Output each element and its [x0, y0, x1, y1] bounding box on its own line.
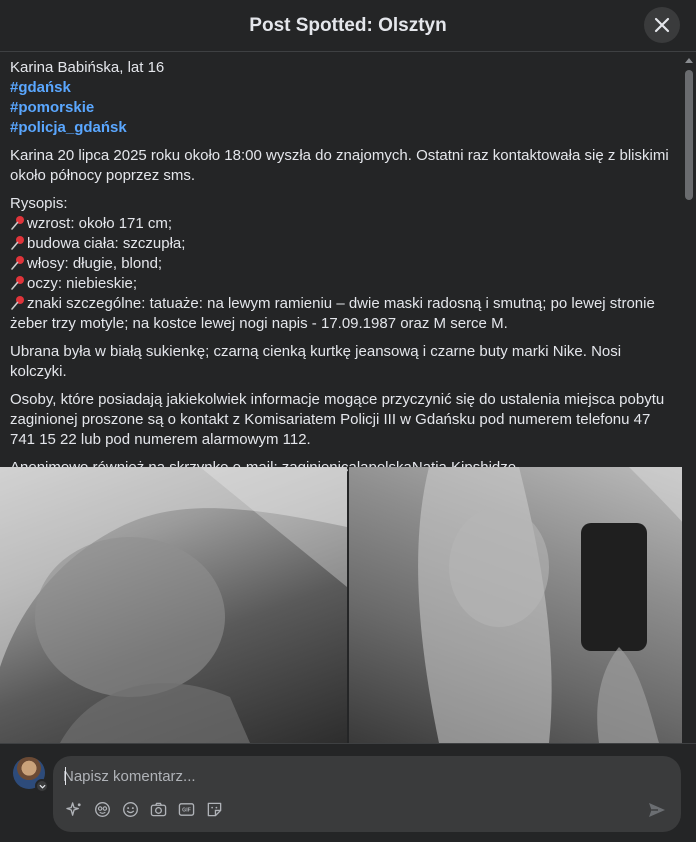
post-intro: Karina 20 lipca 2025 roku około 18:00 wyszła do znajomych. Ostatni raz kontaktowała się z bliskimi około północy poprzez sms.: [10, 147, 669, 184]
comment-tools: [65, 800, 224, 819]
gif-face-icon: [94, 801, 111, 818]
send-icon[interactable]: [647, 800, 667, 820]
pushpin-icon: [10, 235, 26, 251]
camera-button[interactable]: [149, 800, 168, 819]
text-caret: [65, 767, 66, 785]
gif-face-button[interactable]: [93, 800, 112, 819]
description-text: oczy: niebieskie;: [27, 275, 138, 292]
gif-button[interactable]: [177, 800, 196, 819]
description-text: wzrost: około 171 cm;: [27, 215, 173, 232]
scroll-up-arrow[interactable]: [685, 58, 693, 63]
emoji-button[interactable]: [121, 800, 140, 819]
post-photo[interactable]: [349, 467, 696, 743]
pushpin-icon: [10, 215, 26, 231]
description-text: włosy: długie, blond;: [27, 255, 163, 272]
description-item: [10, 254, 672, 274]
post-content: [0, 53, 696, 743]
avatar-switch-badge[interactable]: [35, 779, 49, 793]
hashtag-link[interactable]: #gdańsk: [10, 79, 71, 96]
post-dialog-header: [0, 0, 696, 52]
description-text: budowa ciała: szczupła;: [27, 235, 186, 252]
camera-icon: [150, 801, 167, 818]
description-item: [10, 294, 672, 334]
photo-placeholder: [349, 467, 696, 743]
description-item: [10, 274, 672, 294]
photo-grid: [0, 467, 696, 743]
sticker-icon: [206, 801, 223, 818]
hashtag-link[interactable]: #policja_gdańsk: [10, 119, 127, 136]
gif-icon: [178, 801, 195, 818]
avatar-sticker-button[interactable]: [65, 800, 84, 819]
description-item: [10, 214, 672, 234]
description-heading: Rysopis:: [10, 195, 68, 212]
pushpin-icon: [10, 275, 26, 291]
post-contact: Osoby, które posiadają jakiekolwiek informacje mogące przyczynić się do ustalenia miejsca pobytu zaginionej proszone są o kontakt z Komisariatem Policji III w Gdańsku pod numerem telefonu 47 741 15 22 lub pod numerem alarmowym 112.: [10, 391, 665, 448]
close-icon: [654, 17, 670, 33]
pushpin-icon: [10, 295, 26, 311]
pushpin-icon: [10, 255, 26, 271]
post-photo[interactable]: [0, 467, 347, 743]
scrollbar-thumb[interactable]: [685, 70, 693, 200]
svg-text:GIF: GIF: [182, 807, 191, 814]
description-text: znaki szczególne: tatuaże: na lewym ramieniu – dwie maski radosną i smutną; po lewej stronie żeber trzy motyle; na kostce lewej nogi napis - 17.09.1987 oraz M serce M.: [10, 295, 655, 332]
emoji-icon: [122, 801, 139, 818]
chevron-down-icon: [39, 783, 46, 790]
hashtag-link[interactable]: #pomorskie: [10, 99, 95, 116]
dialog-title: Post Spotted: Olsztyn: [249, 14, 447, 36]
post-text: [0, 53, 682, 478]
sticker-button[interactable]: [205, 800, 224, 819]
comment-box[interactable]: [53, 756, 681, 832]
post-name-line: Karina Babińska, lat 16: [10, 59, 165, 76]
close-button[interactable]: [644, 7, 680, 43]
comment-input[interactable]: [63, 765, 663, 787]
comment-composer: [0, 743, 696, 842]
post-clothing: Ubrana była w białą sukienkę; czarną cienką kurtkę jeansową i czarne buty marki Nike. Nosi kolczyki.: [10, 343, 622, 380]
photo-placeholder: [0, 467, 347, 743]
description-item: [10, 234, 672, 254]
avatar-sticker-icon: [66, 801, 83, 818]
